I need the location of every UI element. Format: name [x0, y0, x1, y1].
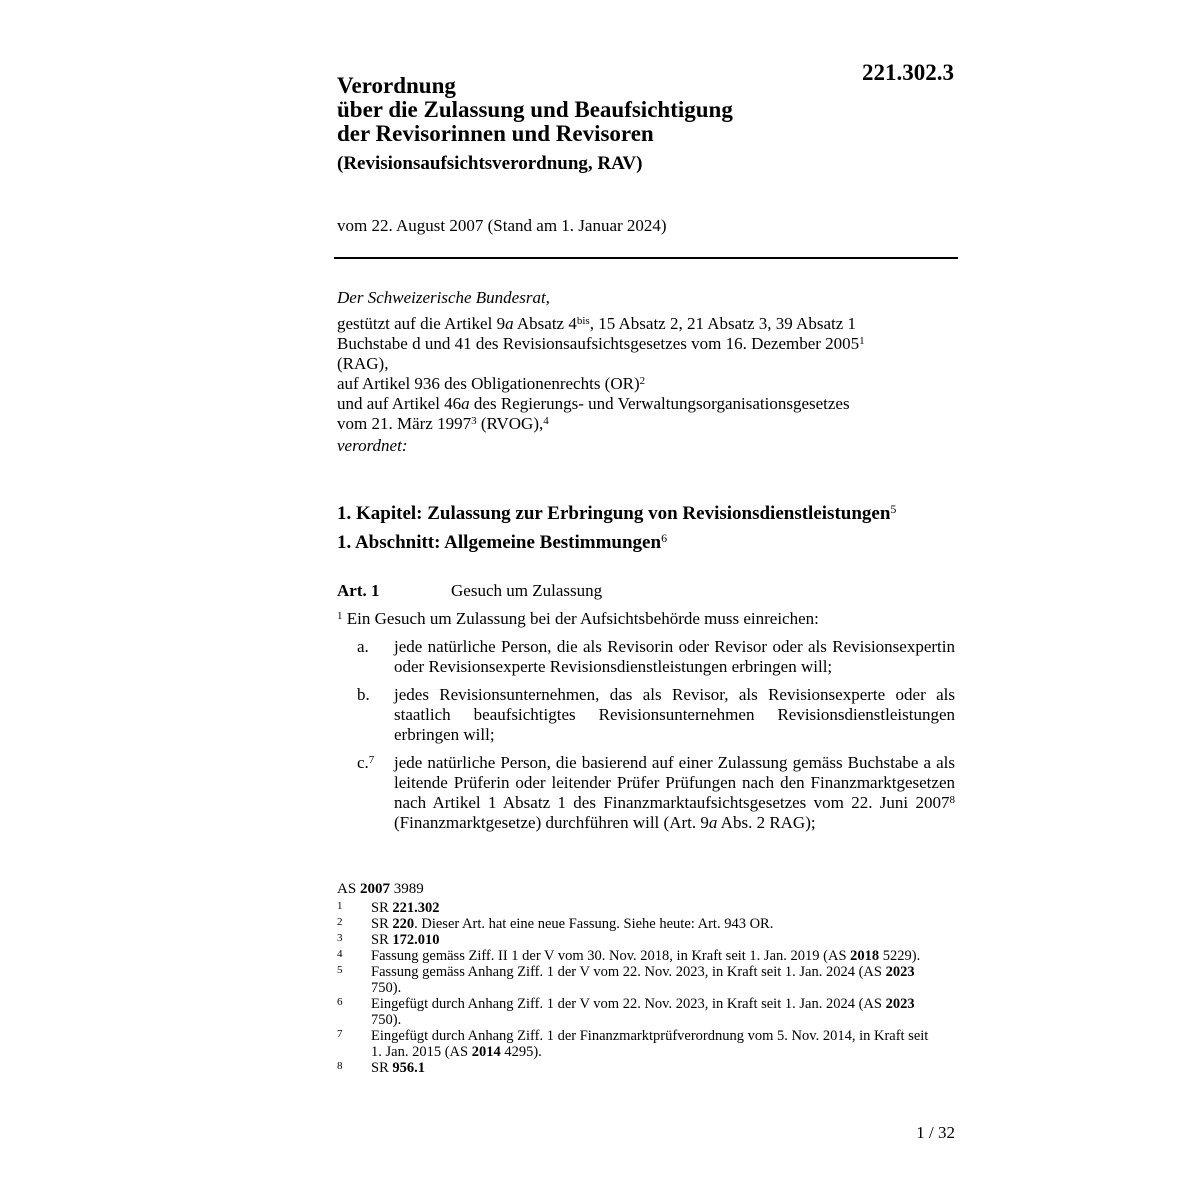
footnote-text: Fassung gemäss Anhang Ziff. 1 der V vom 22. Nov. 2023, in Kraft seit 1. Jan. 2024 (AS 2023 750). [371, 964, 915, 996]
legal-basis-line: auf Artikel 936 des Obligationenrechts (OR)$^2$ [337, 374, 646, 393]
footnote-number: 6 [337, 996, 343, 1008]
article-heading [337, 581, 602, 601]
footnote [337, 948, 937, 964]
list-item [357, 637, 955, 677]
article-list [357, 637, 955, 841]
footnote [337, 932, 937, 948]
footnote-ref[interactable]: 3 [471, 415, 477, 427]
official-compilation-ref: AS 2007 3989 [337, 881, 424, 897]
footnote [337, 996, 937, 1028]
list-item [357, 685, 955, 745]
article-paragraph: $^1$ Ein Gesuch um Zulassung bei der Aufsichtsbehörde muss einreichen: [337, 609, 819, 628]
footnote-text: SR 956.1 [371, 1060, 425, 1076]
legal-basis-line: gestützt auf die Artikel 9a Absatz $4^{bis}$, 15 Absatz 2, 21 Absatz 3, 39 Absatz 1 [337, 314, 857, 333]
date-line: vom 22. August 2007 (Stand am 1. Januar 2024) [337, 216, 667, 235]
list-text: jedes Revisionsunternehmen, das als Revisor, als Revisionsexperte oder als staatlich beaufsichtigtes Revisionsunternehmen Revisionsdienstleistungen erbringen will; [394, 685, 955, 744]
enacting-verb: verordnet: [337, 436, 408, 455]
footnote-ref[interactable]: 4 [543, 415, 549, 427]
chapter-heading: 1. Kapitel: Zulassung zur Erbringung von Revisionsdienstleistungen$^5$ [337, 502, 897, 524]
legal-basis-line: Buchstabe d und 41 des Revisionsaufsichtsgesetzes vom 16. Dezember 2005$^1$ [337, 334, 865, 353]
paragraph-number: 1 [337, 610, 343, 622]
footnote-ref[interactable]: 7 [368, 754, 375, 766]
footnote [337, 964, 937, 996]
list-letter: b. [357, 685, 370, 704]
footnote [337, 900, 937, 916]
list-text: jede natürliche Person, die basierend auf einer Zulassung gemäss Buchstabe a als leitende Prüferin oder leitender Prüfer Prüfungen nach den Finanzmarktgesetzen nach Artikel 1 Absatz 1 des Finanzmarktaufsichtsgesetzes vom 22. Juni 2007$^8$ (Finanzmarktgesetze) durchführen will (Art. 9a Abs. 2 RAG); [394, 753, 955, 832]
list-text: jede natürliche Person, die als Revisorin oder Revisor oder als Revisionsexpertin oder Revisionsexperte Revisionsdienstleistungen erbringen will; [394, 637, 955, 676]
footnote-ref[interactable]: 8 [949, 794, 955, 806]
footnote-text: Eingefügt durch Anhang Ziff. 1 der V vom 22. Nov. 2023, in Kraft seit 1. Jan. 2024 (AS 2023 750). [371, 996, 915, 1028]
legal-basis-line: vom 21. März 1997$^3$ (RVOG),$^4$ [337, 414, 549, 433]
footnote-number: 2 [337, 916, 343, 928]
footnote-text: SR 172.010 [371, 932, 440, 948]
list-letter: c.$^7$ [357, 753, 375, 772]
footnote-number: 8 [337, 1060, 343, 1072]
footnote-text: Fassung gemäss Ziff. II 1 der V vom 30. Nov. 2018, in Kraft seit 1. Jan. 2019 (AS 2018 5229). [371, 948, 921, 964]
footnote-ref[interactable]: 6 [661, 531, 668, 545]
footnote-ref[interactable]: 5 [890, 502, 897, 516]
footnote [337, 1028, 937, 1060]
preamble [337, 288, 957, 456]
footnotes [337, 881, 937, 1076]
short-title: (Revisionsaufsichtsverordnung, RAV) [337, 153, 643, 174]
section-heading: 1. Abschnitt: Allgemeine Bestimmungen$^6$ [337, 531, 668, 553]
footnote-text: SR 221.302 [371, 900, 440, 916]
title-line: Verordnung [337, 73, 456, 98]
list-item [357, 753, 955, 833]
list-letter: a. [357, 637, 369, 656]
document-title [337, 74, 733, 146]
legal-basis-line: und auf Artikel 46a des Regierungs- und Verwaltungsorganisationsgesetzes [337, 394, 850, 413]
footnote-ref[interactable]: 2 [639, 375, 646, 387]
legal-basis-line: (RAG), [337, 354, 389, 373]
footnote [337, 1060, 937, 1076]
footnote-number: 7 [337, 1028, 343, 1040]
footnote-number: 4 [337, 948, 343, 960]
footnote-number: 5 [337, 964, 343, 976]
footnote-text: Eingefügt durch Anhang Ziff. 1 der Finanzmarktprüfverordnung vom 5. Nov. 2014, in Kraft seit 1. Jan. 2015 (AS 2014 4295). [371, 1028, 929, 1060]
footnote-ref[interactable]: 1 [859, 335, 865, 347]
footnote-number: 1 [337, 900, 343, 912]
footnote-list [337, 900, 937, 1076]
sr-number: 221.302.3 [862, 60, 954, 85]
article-title: Gesuch um Zulassung [451, 581, 603, 600]
header-rule [334, 257, 958, 259]
title-line: der Revisorinnen und Revisoren [337, 121, 654, 146]
article-number: Art. 1 [337, 581, 380, 600]
footnote [337, 916, 937, 932]
title-line: über die Zulassung und Beaufsichtigung [337, 97, 733, 122]
footnote-number: 3 [337, 932, 343, 944]
footnote-text: SR 220. Dieser Art. hat eine neue Fassung. Siehe heute: Art. 943 OR. [371, 916, 774, 932]
page-number: 1 / 32 [916, 1123, 955, 1142]
issuing-authority: Der Schweizerische Bundesrat, [337, 288, 550, 307]
